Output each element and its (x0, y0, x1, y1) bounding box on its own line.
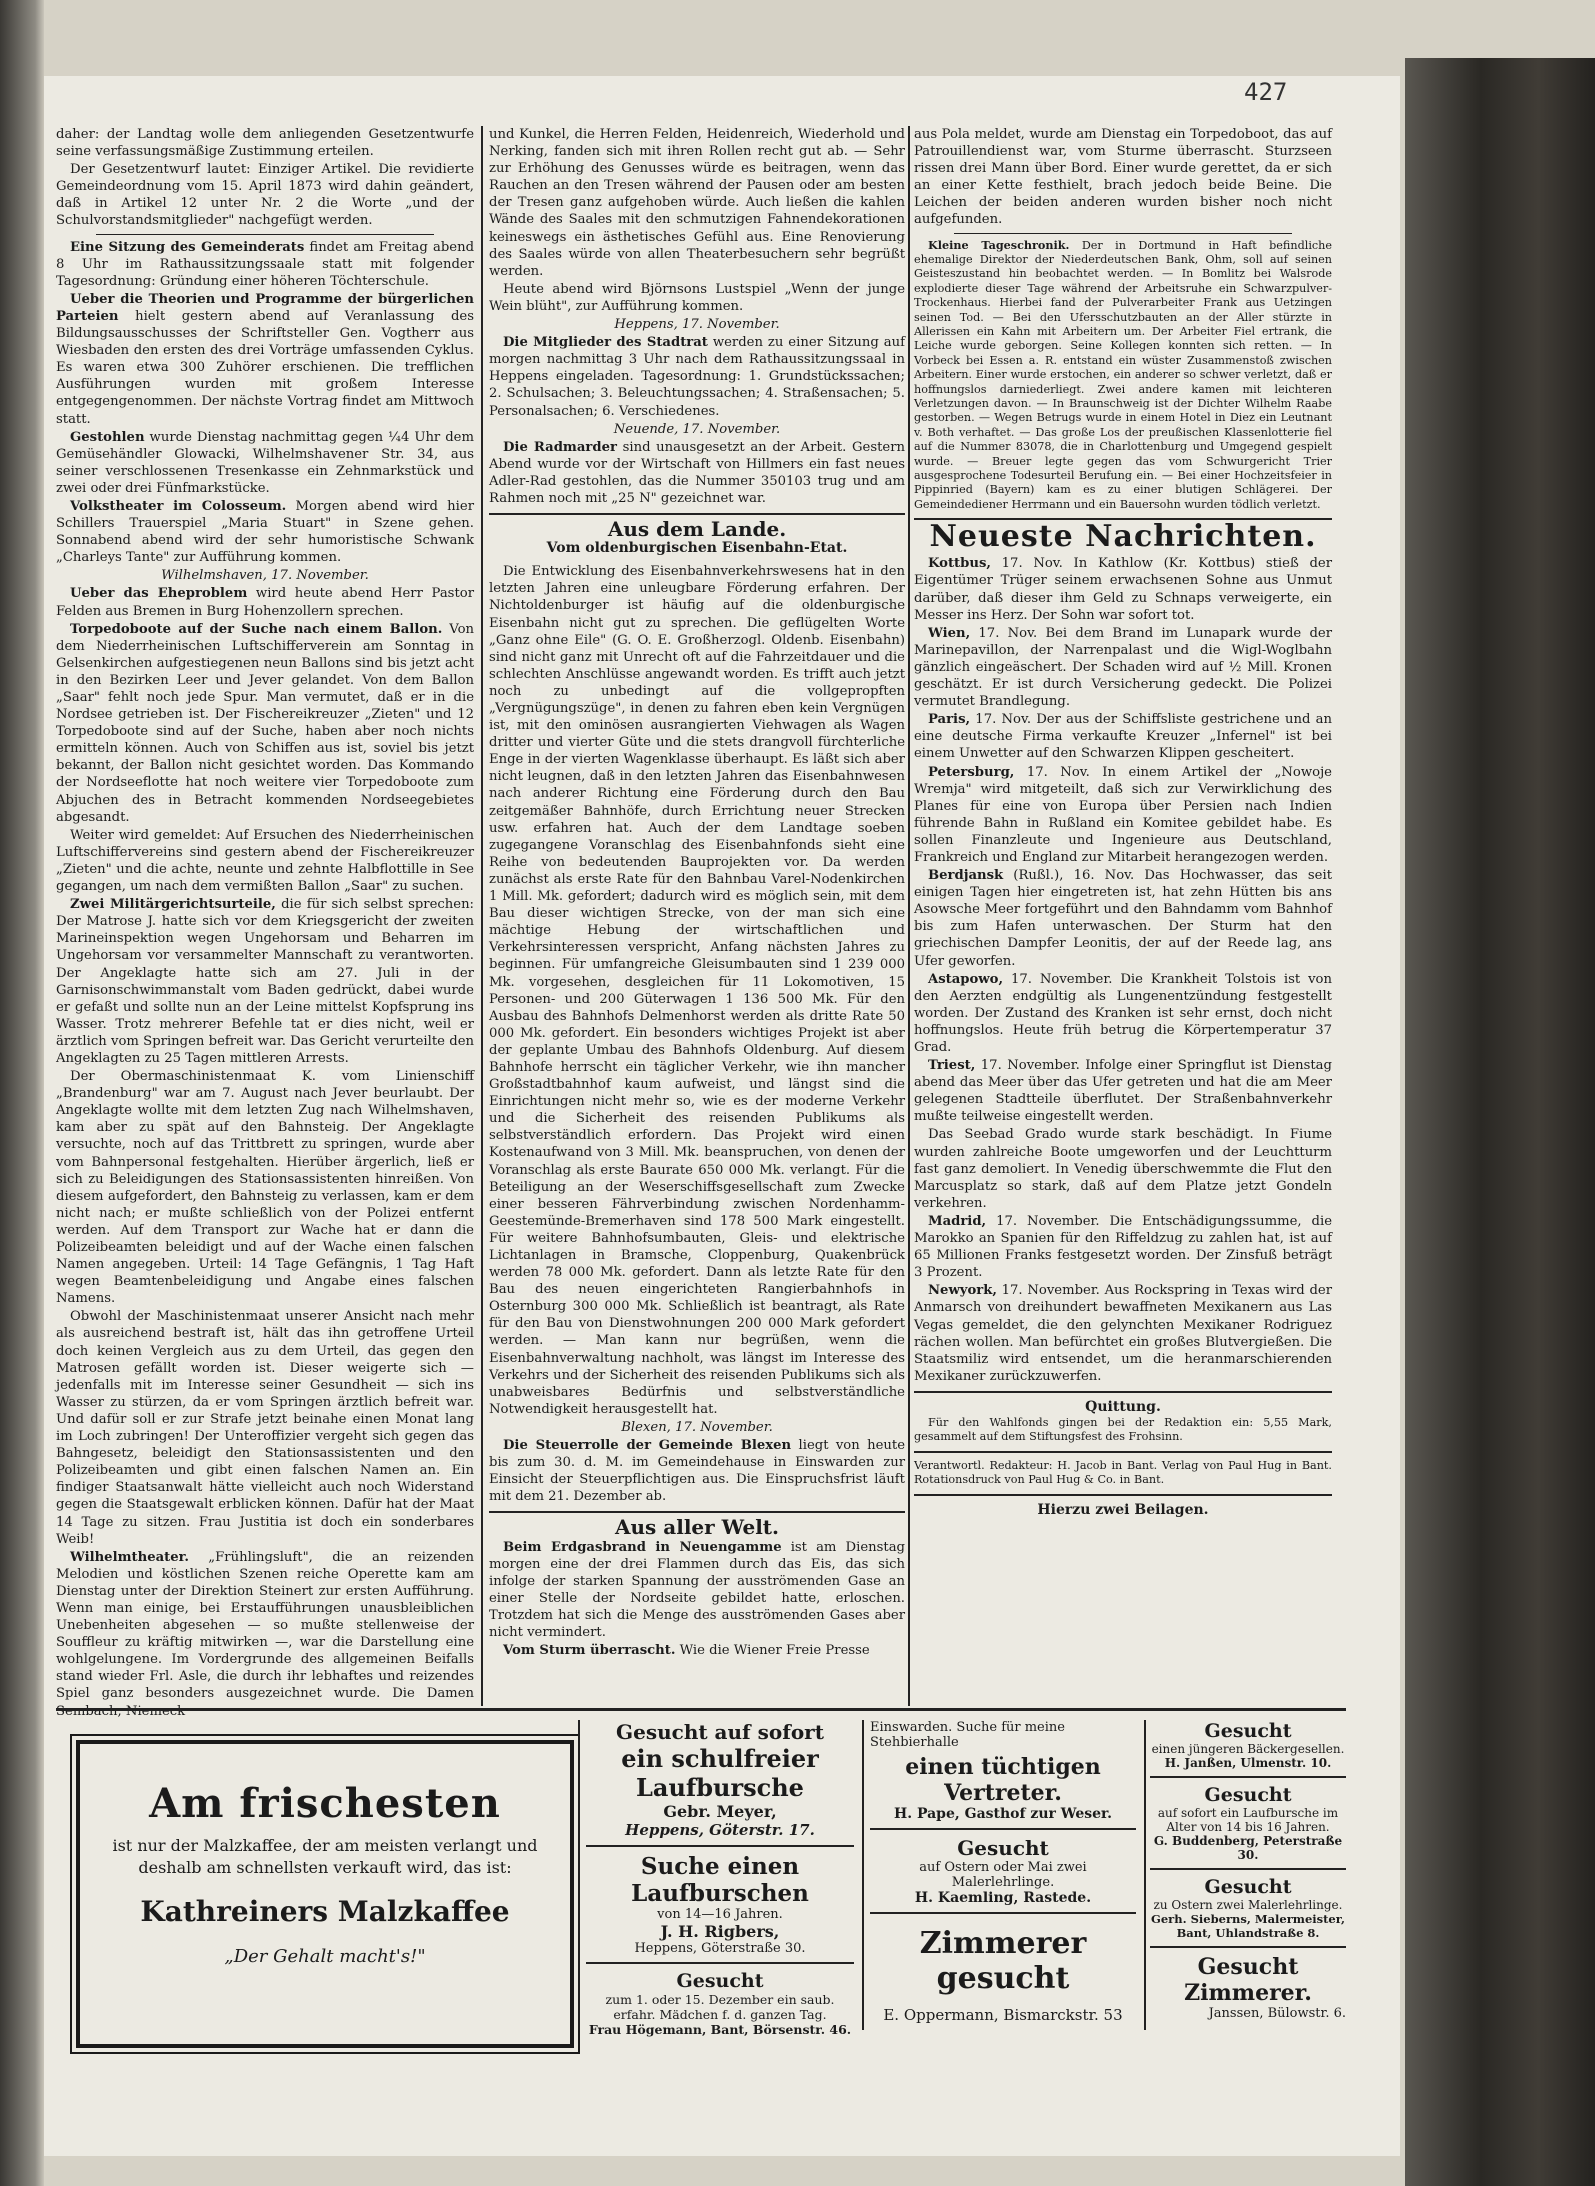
ad-divider (870, 1828, 1136, 1830)
left-page-edge (0, 0, 44, 2186)
c3-headline: Wien, (928, 625, 971, 641)
c3-headline: Astapowo, (928, 971, 1004, 987)
c2-text: Wie die Wiener Freie Presse (675, 1643, 870, 1659)
ad-divider (586, 1845, 854, 1847)
ads-top-rule (56, 1708, 1346, 1711)
ad-divider (870, 1912, 1136, 1914)
ad-text: zu Ostern zwei Malerlehrlinge. (1153, 1898, 1343, 1912)
ad-headline: einen tüchtigen Vertreter. (905, 1754, 1101, 1806)
c1-text: die für sich selbst sprechen: Der Matrose J. hatte sich vor dem Kriegsgericht der zweiten Marineinspektion wegen Ungehorsam und Beharren im Ungehorsam vor versammelter Mannschaft zu verantworten. Der Angeklagte hatte sich am 27. Juli in der Garnisonschwimmanstalt vom Baden gedrückt, dabei wurde er gefaßt und sollte nun an der Leine mittelst Kopfsprung ins Wasser. Trotz mehrerer Befehle tat er dies nicht, weil er ärztlich vom Springen befreit war. Das Gericht verurteilte den Angeklagten zu 25 Tagen mittleren Arrests. (56, 897, 475, 1066)
section-rule (914, 1494, 1332, 1496)
ad-address: Heppens, Göterstraße 30. (634, 1941, 806, 1956)
ad-text: auf sofort ein Laufbursche im Alter von 14 bis 16 Jahren. (1157, 1806, 1339, 1834)
ad-name: J. H. Rigbers, (660, 1922, 780, 1941)
c2-paragraph: und Kunkel, die Herren Felden, Heidenreich, Wiederhold und Nerking, fanden sich mit ihren Rollen recht gut ab. — Sehr zur Erhöhung des Genusses würde es beitragen, wenn das Rauchen an den Tresen während der Pausen oder am besten der Tresen ganz aufgehoben würde. Auch ließen die kahlen Wände des Saales mit den schmutzigen Fahnendekorationen keineswegs ein ästhetisches Gefühl aus. Eine Renovierung des Saales würde von allen Theaterbesuchern sehr begrüßt werden. (489, 127, 905, 279)
c2-text: werden zu einer Sitzung auf morgen nachmittag 3 Uhr nach dem Rathaussitzungssaal in Heppens eingeladen. Tagesordnung: 1. Grundstückssachen; 2. Schulsachen; 3. Beleuchtungssachen; 4. Straßensachen; 5. Personalsachen; 6. Verschiedenes. (489, 335, 905, 419)
ad-headline: Gesucht (1204, 1720, 1292, 1742)
c3-text: (Rußl.), 16. Nov. Das Hochwasser, das seit einigen Tagen hier eingetreten ist, hat zehn Hütten bis ans Asowsche Meer fortgeführt und den Bahndamm vom Bahnhof bis zum Hafen unterwaschen. Der Sturm hat den griechischen Dampfer Leonitis, der auf der Reede lag, ans Ufer geworfen. (914, 868, 1332, 969)
ad-text: von 14—16 Jahren. (657, 1907, 783, 1922)
c3-text: 17. November. Infolge einer Springflut ist Dienstag abend das Meer über das Ufer getreten und hat die am Meer gelegenen Stadtteile überflutet. Der Straßenbahnverkehr mußte teilweise eingestellt werden. (914, 1058, 1332, 1125)
ad-text: einen jüngeren Bäckergesellen. (1151, 1742, 1345, 1756)
section-title-aus-aller-welt: Aus aller Welt. (614, 1515, 779, 1540)
c3-text: Der in Dortmund in Haft befindliche ehemalige Direktor der Niederdeutschen Bank, Ohm, soll auf seinen Geisteszustand hin beobachtet werden. — In Bomlitz bei Walsrode explodierte dieser Tage während der Arbeitsruhe ein Schwarzpulver-Trockenhaus. Hierbei fand der Pulverarbeiter Frank aus Uetzingen seinen Tod. — Bei den Ufersschutzbauten an der Aller stürzte in Allerissen ein Kahn mit Arbeitern um. Der Arbeiter Fiel ertrank, die Leiche wurde geborgen. Seine Kollegen konnten sich retten. — In Vorbeck bei Essen a. R. entstand ein wüster Zusammenstoß zwischen Arbeitern. Einer wurde erstochen, ein anderer so schwer verletzt, daß er hoffnungslos darniederliegt. Zwei andere kamen mit leichteren Verletzungen davon. — In Braunschweig ist der Dichter Wilhelm Raabe gestorben. — Wegen Betrugs wurde in einem Hotel in Diez ein Leutnant v. Both verhaftet. — Das große Los der preußischen Klassenlotterie fiel auf die Nummer 83078, die in Charlottenburg und Umgegend gespielt wurde. — Breuer legte gegen das vom Schwurgericht Trier ausgesprochene Todesurteil Berufung ein. — Bei einer Hochzeitsfeier in Pippinried (Bayern) kam es zu einer blutigen Schlägerei. Der Gemeindediener Herrmann und ein Bauersohn wurden tödlich verletzt. (914, 238, 1333, 511)
c2-paragraph: Heute abend wird Björnsons Lustspiel „Wenn der junge Wein blüht", zur Aufführung kommen. (489, 281, 905, 314)
c2-headline: Die Radmarder (503, 439, 617, 455)
c1-paragraph: Obwohl der Maschinistenmaat unserer Ansicht nach mehr als ausreichend bestraft ist, hält das ihn getroffene Urteil doch keinen Vergleich aus zu dem Urteil, das gegen den Matrosen gefällt worden ist. Dieser weigerte sich — jedenfalls mit im Interesse seiner Gesundheit — sich ins Wasser zu stürzen, da er vom Springen ärztlich befreit war. Und dafür soll er zur Strafe jetzt beinahe einen Monat lang im Loch zubringen! Der Unteroffizier vergeht sich gegen das Bahngesetz, beleidigt den Stationsassistenten und den Polizeibeamten und gibt einen falschen Namen an. Ein findiger Staatsanwalt hätte vielleicht auch noch Widerstand gegen die Staatsgewalt erblicken können. Dafür hat der Maat 14 Tage zu sitzen. Frau Justitia ist doch ein sonderbares Weib! (56, 1309, 474, 1547)
c1-dateline: Wilhelmshaven, 17. November. (161, 568, 369, 584)
c3-headline: Triest, (928, 1058, 976, 1074)
c2-dateline: Blexen, 17. November. (621, 1419, 773, 1435)
column-3 (914, 126, 1332, 1519)
c1-headline: Eine Sitzung des Gemeinderats (70, 239, 305, 255)
c3-paragraph: aus Pola meldet, wurde am Dienstag ein Torpedoboot, das auf Patrouillendienst war, vom Sturme überrascht. Sturzseen rissen drei Mann über Bord. Einer wurde gerettet, da er sich an einer Kette festhielt, brach jedoch beide Beine. Die Leichen der beiden anderen wurden bisher noch nicht aufgefunden. (914, 127, 1332, 228)
ad-headline: Gesucht (957, 1836, 1049, 1860)
c3-headline: Berdjansk (928, 868, 1004, 884)
quittung-text: Für den Wahlfonds gingen bei der Redaktion ein: 5,55 Mark, gesammelt auf dem Stiftungsfest des Frohsinn. (914, 1415, 1332, 1444)
ad-divider (586, 1962, 854, 1964)
c1-text: Morgen abend wird hier Schillers Trauerspiel „Maria Stuart" in Szene gehen. Sonnabend abend wird der sehr humoristische Schwank „Charleys Tante" zur Aufführung kommen. (56, 498, 474, 566)
section-title-aus-dem-lande: Aus dem Lande. (607, 517, 787, 542)
ad-text: zum 1. oder 15. Dezember ein saub. erfahr. Mädchen f. d. ganzen Tag. (605, 1992, 835, 2022)
ad-divider (1150, 1868, 1346, 1870)
section-rule (914, 1451, 1332, 1453)
c3-headline: Paris, (928, 712, 971, 728)
ad-name: H. Janßen, Ulmenstr. 10. (1164, 1756, 1332, 1770)
page-number: 427 (1244, 78, 1288, 106)
ad-kathreiner-brand: Kathreiners Malzkaffee (140, 1895, 510, 1928)
ad-name: G. Buddenberg, Peterstraße 30. (1153, 1834, 1343, 1862)
ad-separator (1144, 1720, 1146, 2030)
section-rule (489, 513, 905, 515)
ad-headline: Zimmerer gesucht (919, 1926, 1087, 1996)
c1-headline: Gestohlen (70, 429, 145, 445)
c1-paragraph: daher: der Landtag wolle dem anliegenden Gesetzentwurfe seine verfassungsmäßige Zustimmung erteilen. (56, 127, 474, 160)
c3-text: 17. November. Die Entschädigungssumme, die Marokko an Spanien für den Riffeldzug zu zahlen hat, ist auf 65 Millionen Franks festgesetzt worden. Der Zinsfuß beträgt 3 Prozent. (914, 1213, 1332, 1281)
ad-column-2 (586, 1720, 854, 2037)
c3-headline: Madrid, (928, 1213, 987, 1229)
section-rule (914, 1391, 1332, 1393)
ad-separator (578, 1720, 580, 2030)
ad-text: auf Ostern oder Mai zwei Malerlehrlinge. (919, 1860, 1087, 1890)
ad-name: E. Oppermann, Bismarckstr. 53 (883, 2006, 1123, 2024)
ad-name: H. Pape, Gasthof zur Weser. (893, 1806, 1113, 1822)
c2-paragraph: Die Entwicklung des Eisenbahnverkehrswesens hat in den letzten Jahren eine unleugbare Förderung erfahren. Der Nichtoldenburger ist häufig auf die oldenburgische Eisenbahn nicht gut zu sprechen. Die geflügelten Worte „Ganz ohne Eile" (G. O. E. Großherzogl. Oldenb. Eisenbahn) sind nicht ganz mit Unrecht oft auf die Fahrzeitdauer und die schlechten Anschlüsse angewandt worden. Es trifft auch jetzt noch zu unbedingt auf die vollgepropften „Vergnügungszüge", in denen zu fahren eben kein Vergnügen ist, mit den ominösen ausrangierten Viehwagen als Wagen dritter und vierter Güte und die stets drangvoll fürchterliche Enge in der vierten Wagenklasse überhaupt. Es läßt sich aber nicht leugnen, daß in den letzten Jahren das Eisenbahnwesen nach anderer Richtung eine Förderung durch den Bau zeitgemäßer Bahnhöfe, durch Errichtung neuer Strecken usw. erfahren hat. Auch der dem Landtage soeben zugegangene Voranschlag des Eisenbahnfonds sieht eine Reihe von bedeutenden Bauprojekten vor. Da werden zunächst als erste Rate für den Bahnbau Varel-Nodenkirchen 1 Mill. Mk. gefordert; dadurch wird es möglich sein, mit dem Bau dieser wichtigen Strecke, von der man sich eine mächtige Hebung der wirtschaftlichen und Verkehrsinteressen verspricht, Anfang nächsten Jahres zu beginnen. Für umfangreiche Gleisumbauten sind 1 239 000 Mk. vorgesehen, desgleichen für 11 Lokomotiven, 15 Personen- und 200 Güterwagen 1 136 500 Mk. Für den Ausbau des Bahnhofs Delmenhorst werden als dritte Rate 50 000 Mk. gefordert. Ein besonders wichtiges Projekt ist aber der geplante Umbau des Bahnhofs Oldenburg. Auf diesem Bahnhofe herrscht ein täglicher Verkehr, wie ihn mancher Großstadtbahnhof kaum aufweist, und längst sind die Einrichtungen nicht mehr so, wie es der moderne Verkehr und die Sicherheit des reisenden Publikums als selbstverständlich erfordern. Das Projekt wird einen Kostenaufwand von 3 Mill. Mk. beanspruchen, von denen der Voranschlag als erste Baurate 650 000 Mk. verlangt. Für die Beteiligung an der Weserschiffsgesellschaft zum Zwecke einer besseren Fährverbindung zwischen Nordenhamm-Geestemünde-Bremerhaven sind 178 500 Mark eingestellt. Für weitere Bahnhofsumbauten, Gleis- und elektrische Lichtanlagen in Bramsche, Cloppenburg, Quakenbrück werden 78 000 Mk. gefordert. Dann als letzte Rate für den Bau des neuen eingerichteten Rangierbahnhofs in Osternburg 300 000 Mk. Schließlich ist beantragt, als Rate für den Bau von Dienstwohnungen 200 000 Mark gefordert werden. — Man kann nur begrüßen, wenn die Eisenbahnverwaltung nachholt, was längst im Interesse des Verkehrs und der Sicherheit des reisenden Publikums sich als unabweisbares Bedürfnis und selbstverständliche Notwendigkeit herausgestellt hat. (489, 564, 905, 1417)
c3-headline: Kottbus, (928, 556, 991, 572)
c3-text: 17. Nov. In Kathlow (Kr. Kottbus) stieß der Eigentümer Trüger seinem erwachsenen Sohne aus Unmut darüber, daß dieser ihm Geld zu Schnaps verweigerte, ein Messer ins Herz. Der Sohn war sofort tot. (914, 556, 1332, 623)
ad-name: Gebr. Meyer, (663, 1802, 777, 1821)
c1-headline: Wilhelmtheater. (70, 1549, 189, 1565)
c3-text: 17. November. Aus Rockspring in Texas wird der Anmarsch von dreihundert bewaffneten Mexikanern aus Las Vegas gemeldet, die den gelynchten Mexikaner Rodriguez rächen wollen. Man befürchtet ein großes Blutvergießen. Die Staatsmiliz wird entsendet, um die heranmarschierenden Mexikaner zurückzuwerfen. (914, 1283, 1332, 1384)
ad-kathreiner-headline: Am frischesten (149, 1780, 501, 1827)
c3-text: 17. Nov. In einem Artikel der „Nowoje Wremja" wird mitgeteilt, daß sich zur Verwirklichung des Planes für eine von Europa über Persien nach Indien führende Bahn in Rußland ein Komitee gebildet habe. Es sollen Finanzleute und Ingenieure aus Deutschland, Frankreich und England zur Mitarbeit herangezogen werden. (914, 764, 1332, 865)
c2-text: liegt von heute bis zum 30. d. M. im Gemeindehause in Einswarden zur Einsicht der Steuerpflichtigen aus. Die Einspruchsfrist läuft mit dem 21. Dezember ab. (489, 1438, 905, 1505)
ad-headline: Gesucht auf sofort (616, 1720, 824, 1744)
c2-headline: Beim Erdgasbrand in Neuengamme (503, 1539, 782, 1555)
c2-text: sind unausgesetzt an der Arbeit. Gestern Abend wurde vor der Wirtschaft von Hillmers ein fast neues Adler-Rad gestohlen, das die Nummer 350103 trug und am Rahmen noch mit „25 N" gezeichnet war. (489, 439, 905, 506)
c1-text: wurde Dienstag nachmittag gegen ¼4 Uhr dem Gemüsehändler Glowacki, Wilhelmshavener Str. 34, aus seiner verschlossenen Tresenkasse ein Zehnmarkstück und zwei oder drei Fünfmarkstücke. (56, 429, 474, 496)
ad-text: Einswarden. Suche für meine Stehbierhalle (870, 1720, 1065, 1750)
ad-headline: Suche einen Laufburschen (631, 1853, 809, 1907)
beilagen-note: Hierzu zwei Beilagen. (1037, 1501, 1209, 1518)
ad-kathreiner-text: ist nur der Malzkaffee, der am meisten verlangt und deshalb am schnellsten verkauft wird, das ist: (112, 1836, 538, 1877)
c3-text: 17. November. Die Krankheit Tolstois ist von den Aerzten endgültig als Lungenentzündung festgestellt worden. Der Zustand des Kranken ist sehr ernst, doch nicht hoffnungslos. Heute früh betrug die Körpertemperatur 37 Grad. (914, 971, 1332, 1055)
column-1 (56, 126, 474, 1721)
c1-text: Von dem Niederrheinischen Luftschifferverein am Sonntag in Gelsenkirchen aufgestiegenen neun Ballons sind bis jetzt acht in den Bezirken Leer und Jever gelandet. Von dem Ballon „Saar" fehlt noch jede Spur. Man vermutet, daß er in die Nordsee getrieben ist. Der Fischereikreuzer „Zieten" und 12 Torpedoboote sind auf der Suche, haben aber noch nichts ermitteln können. Auch von Schiffen aus ist, soviel bis jetzt bekannt, der Ballon nicht gesichtet worden. Das Kommando der Nordseeflotte hat noch weitere vier Torpedoboote zum Abjuchen des in Betracht kommenden Nordseegebietes abgesandt. (56, 621, 475, 825)
ad-headline: Gesucht (1204, 1784, 1292, 1806)
c1-text: wird heute abend Herr Pastor Felden aus Bremen in Burg Hohenzollern sprechen. (56, 586, 474, 619)
section-rule (489, 1511, 905, 1513)
imprint: Verantwortl. Redakteur: H. Jacob in Bant. Verlag von Paul Hug in Bant. Rotationsdruck von Paul Hug & Co. in Bant. (914, 1458, 1332, 1487)
c3-text: 17. Nov. Der aus der Schiffsliste gestrichene und an eine deutsche Firma verkaufte Kreuzer „Infernel" ist bei einem Unwetter auf den Schwarzen Klippen gescheitert. (914, 712, 1332, 762)
ad-headline: Gesucht (1204, 1876, 1292, 1898)
c3-paragraph: Das Seebad Grado wurde stark beschädigt. In Fiume wurden zahlreiche Boote umgeworfen und der Leuchtturm fast ganz demoliert. In Venedig überschwemmte die Flut den Marcusplatz so stark, daß auf dem Platze jetzt Gondeln verkehren. (914, 1127, 1332, 1211)
c1-headline: Torpedoboote auf der Suche nach einem Ballon. (70, 621, 443, 637)
c2-headline: Vom Sturm überrascht. (503, 1643, 676, 1659)
c2-headline: Die Mitglieder des Stadtrat (503, 335, 708, 351)
c2-headline: Die Steuerrolle der Gemeinde Blexen (503, 1438, 792, 1454)
ad-column-4 (1150, 1720, 1346, 2021)
ad-headline: ein schulfreier Laufbursche (621, 1744, 819, 1802)
divider (96, 234, 434, 235)
book-binding (1405, 58, 1595, 2186)
ad-divider (1150, 1946, 1346, 1948)
quittung-title: Quittung. (1085, 1398, 1161, 1415)
c1-headline: Zwei Militärgerichtsurteile, (70, 897, 276, 913)
ad-address: Frau Högemann, Bant, Börsenstr. 46. (588, 2022, 852, 2037)
ad-separator (862, 1720, 864, 2030)
ad-address: Heppens, Göterstr. 17. (625, 1821, 815, 1839)
c1-paragraph: Weiter wird gemeldet: Auf Ersuchen des Niederrheinischen Luftschiffervereins sind gestern abend der Fischereikreuzer „Zieten" und die achte, neunte und zehnte Halbflottille in See gegangen, um nach dem vermißten Ballon „Saar" zu suchen. (56, 827, 474, 895)
c3-text: 17. Nov. Bei dem Brand im Lunapark wurde der Marinepavillon, der Narrenpalast und die Wigl-Woglbahn gänzlich eingeäschert. Der Schaden wird auf ½ Mill. Kronen geschätzt. Er ist durch Versicherung gedeckt. Die Polizei vermutet Brandlegung. (914, 625, 1332, 710)
column-rule-1 (481, 126, 483, 1706)
c2-dateline: Heppens, 17. November. (614, 317, 780, 333)
c1-text: hielt gestern abend auf Veranlassung des Bildungsausschusses der Schriftsteller Gen. Vogtherr aus Wiesbaden den ersten des drei Vorträge umfassenden Cyklus. Es waren etwa 300 Zuhörer erschienen. Die trefflichen Ausführungen wurden mit großem Interesse entgegengenommen. Der nächste Vortrag findet am Mittwoch statt. (56, 308, 474, 427)
c1-headline: Volkstheater im Colosseum. (70, 498, 287, 514)
ad-name: Janssen, Bülowstr. 6. (1208, 2006, 1346, 2021)
c2-text: ist am Dienstag morgen eine der drei Flammen durch das Eis, das sich infolge der starken Spannung der ausströmenden Gase an einer Stelle der Nordseite gebildet hatte, erloschen. Trotzdem hat sich die Menge des ausströmenden Gases aber nicht vermindert. (489, 1539, 905, 1640)
ads-section (56, 1720, 1346, 2040)
c1-text: findet am Freitag abend 8 Uhr im Rathaussitzungssaale statt mit folgender Tagesordnung: Gründung einer höheren Töchterschule. (56, 239, 475, 289)
c1-paragraph: Der Obermaschinistenmaat K. vom Linienschiff „Brandenburg" war am 7. August nach Jever beurlaubt. Der Angeklagte wollte mit dem letzten Zug nach Wilhelmshaven, kam aber zu spät auf den Bahnsteig. Der Angeklagte versuchte, noch auf das Trittbrett zu springen, wurde aber vom Bahnpersonal festgehalten. Hierüber ärgerlich, ließ er sich zu Beleidigungen des Stationsassistenten hinreißen. Von diesem aufgefordert, den Bahnsteig zu verlassen, kam er dem nicht nach; er mußte schließlich von der Polizei entfernt werden. Auf dem Transport zur Wache hat er dann die Polizeibeamten beleidigt und auf der Wache einen falschen Namen angegeben. Urteil: 14 Tage Gefängnis, 1 Tag Haft wegen Beamtenbeleidigung und Angabe eines falschen Namens. (56, 1069, 474, 1307)
column-rule-2 (908, 126, 910, 1706)
c3-headline: Newyork, (928, 1283, 997, 1299)
ad-kathreiner (76, 1740, 574, 2048)
c1-headline: Ueber das Eheproblem (70, 586, 248, 602)
ad-headline: Gesucht Zimmerer. (1184, 1954, 1312, 2006)
c1-paragraph: Der Gesetzentwurf lautet: Einziger Artikel. Die revidierte Gemeindeordnung vom 15. April 1873 wird dahin geändert, daß in Artikel 12 unter Nr. 2 die Worte „und der Schulvorstandsmitglieder" nachgefügt werden. (56, 162, 474, 229)
column-2 (489, 126, 905, 1660)
ad-name: H. Kaemling, Rastede. (914, 1890, 1092, 1906)
c3-headline: Petersburg, (928, 764, 1015, 780)
c3-headline: Kleine Tageschronik. (928, 237, 1070, 252)
section-subtitle: Vom oldenburgischen Eisenbahn-Etat. (546, 540, 848, 557)
c1-text: „Frühlingsluft", die an reizenden Melodien und köstlichen Szenen reiche Operette kam am Dienstag unter der Direktion Steinert zur ersten Aufführung. Wenn man einige, bei Erstaufführungen unausbleiblichen Unebenheiten abgesehen — so mußte stellenweise der Souffleur zu kräftig mitwirken —, war die Darstellung eine wohlgelungene. Im Vordergrunde des allgemeinen Beifalls stand wieder Frl. Asle, die durch ihr lebhaftes und reizendes Spiel ganz besonders ausgezeichnet wurde. Die Damen Sembach, Niemeck (56, 1549, 474, 1719)
section-title-neueste-nachrichten: Neueste Nachrichten. (929, 519, 1317, 555)
divider (954, 233, 1292, 234)
ad-column-3 (870, 1720, 1136, 2024)
ad-name: Gerh. Sieberns, Malermeister, Bant, Uhlandstraße 8. (1151, 1912, 1345, 1940)
ad-headline: Gesucht (676, 1970, 764, 1992)
c1-headline: Ueber die Theorien und Programme der bürgerlichen Parteien (56, 291, 474, 324)
ad-divider (1150, 1776, 1346, 1778)
c2-dateline: Neuende, 17. November. (613, 421, 781, 437)
ad-kathreiner-slogan: „Der Gehalt macht's!" (224, 1946, 426, 1967)
